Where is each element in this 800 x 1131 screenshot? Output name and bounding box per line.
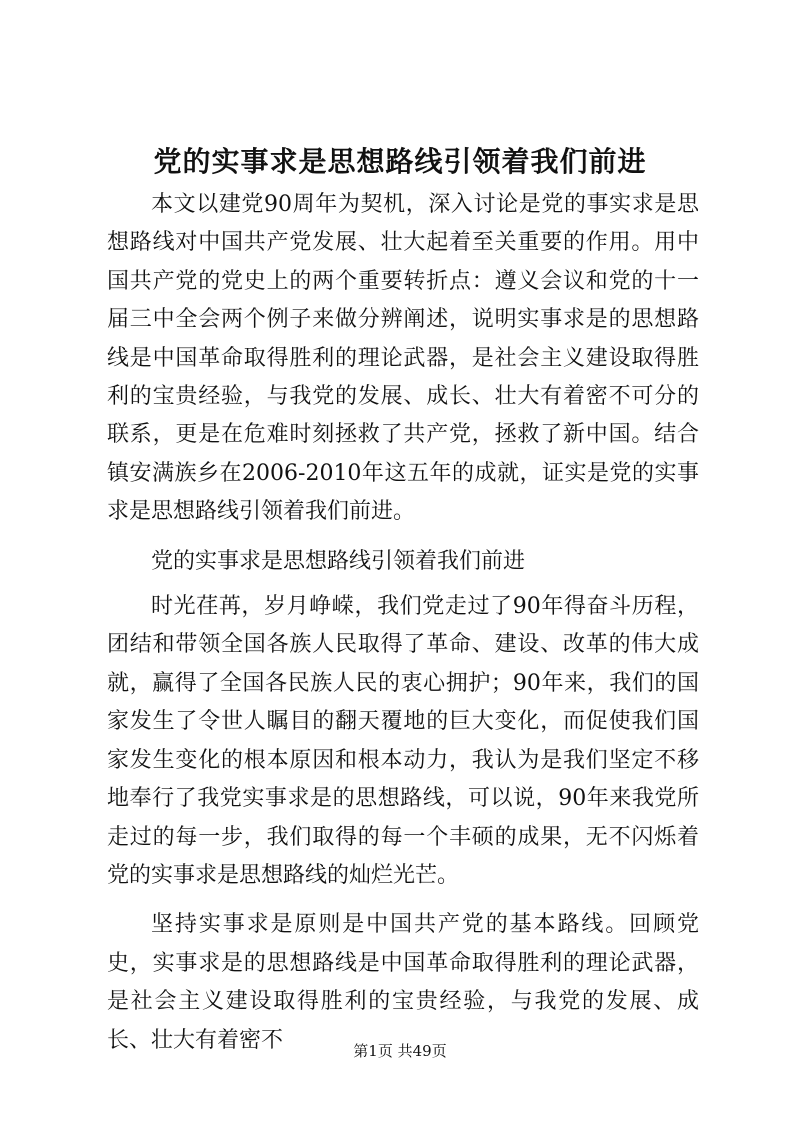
document-title: 党的实事求是思想路线引领着我们前进 (153, 145, 647, 178)
body-paragraph: 坚持实事求是原则是中国共产党的基本路线。回顾党史，实事求是的思想路线是中国革命取得胜利的理论武器，是社会主义建设取得胜利的宝贵经验，与我党的发展、成长、壮大有着密不 (107, 912, 699, 1053)
page-footer: 第1页 共49页 (353, 1042, 447, 1060)
abstract-paragraph: 本文以建党90周年为契机，深入讨论是党的事实求是思想路线对中国共产党发展、壮大起着至关重要的作用。用中国共产党的党史上的两个重要转折点：遵义会议和党的十一届三中全会两个例子来做分辨阐述，说明实事求是的思想路线是中国革命取得胜利的理论武器，是社会主义建设取得胜利的宝贵经验，与我党的发展、成长、壮大有着密不可分的联系，更是在危难时刻拯救了共产党，拯救了新中国。结合镇安满族乡在2006-2010年这五年的成就，证实是党的实事求是思想路线引领着我们前进。 (107, 192, 699, 525)
document-body (107, 186, 699, 1071)
body-paragraph: 时光荏苒，岁月峥嵘，我们党走过了90年得奋斗历程，团结和带领全国各族人民取得了革命、建设、改革的伟大成就，赢得了全国各民族人民的衷心拥护；90年来，我们的国家发生了令世人瞩目的翻天覆地的巨大变化，而促使我们国家发生变化的根本原因和根本动力，我认为是我们坚定不移地奉行了我党实事求是的思想路线，可以说，90年来我党所走过的每一步，我们取得的每一个丰硕的成果，无不闪烁着党的实事求是思想路线的灿烂光芒。 (107, 594, 699, 888)
section-heading-paragraph: 党的实事求是思想路线引领着我们前进 (151, 548, 526, 574)
